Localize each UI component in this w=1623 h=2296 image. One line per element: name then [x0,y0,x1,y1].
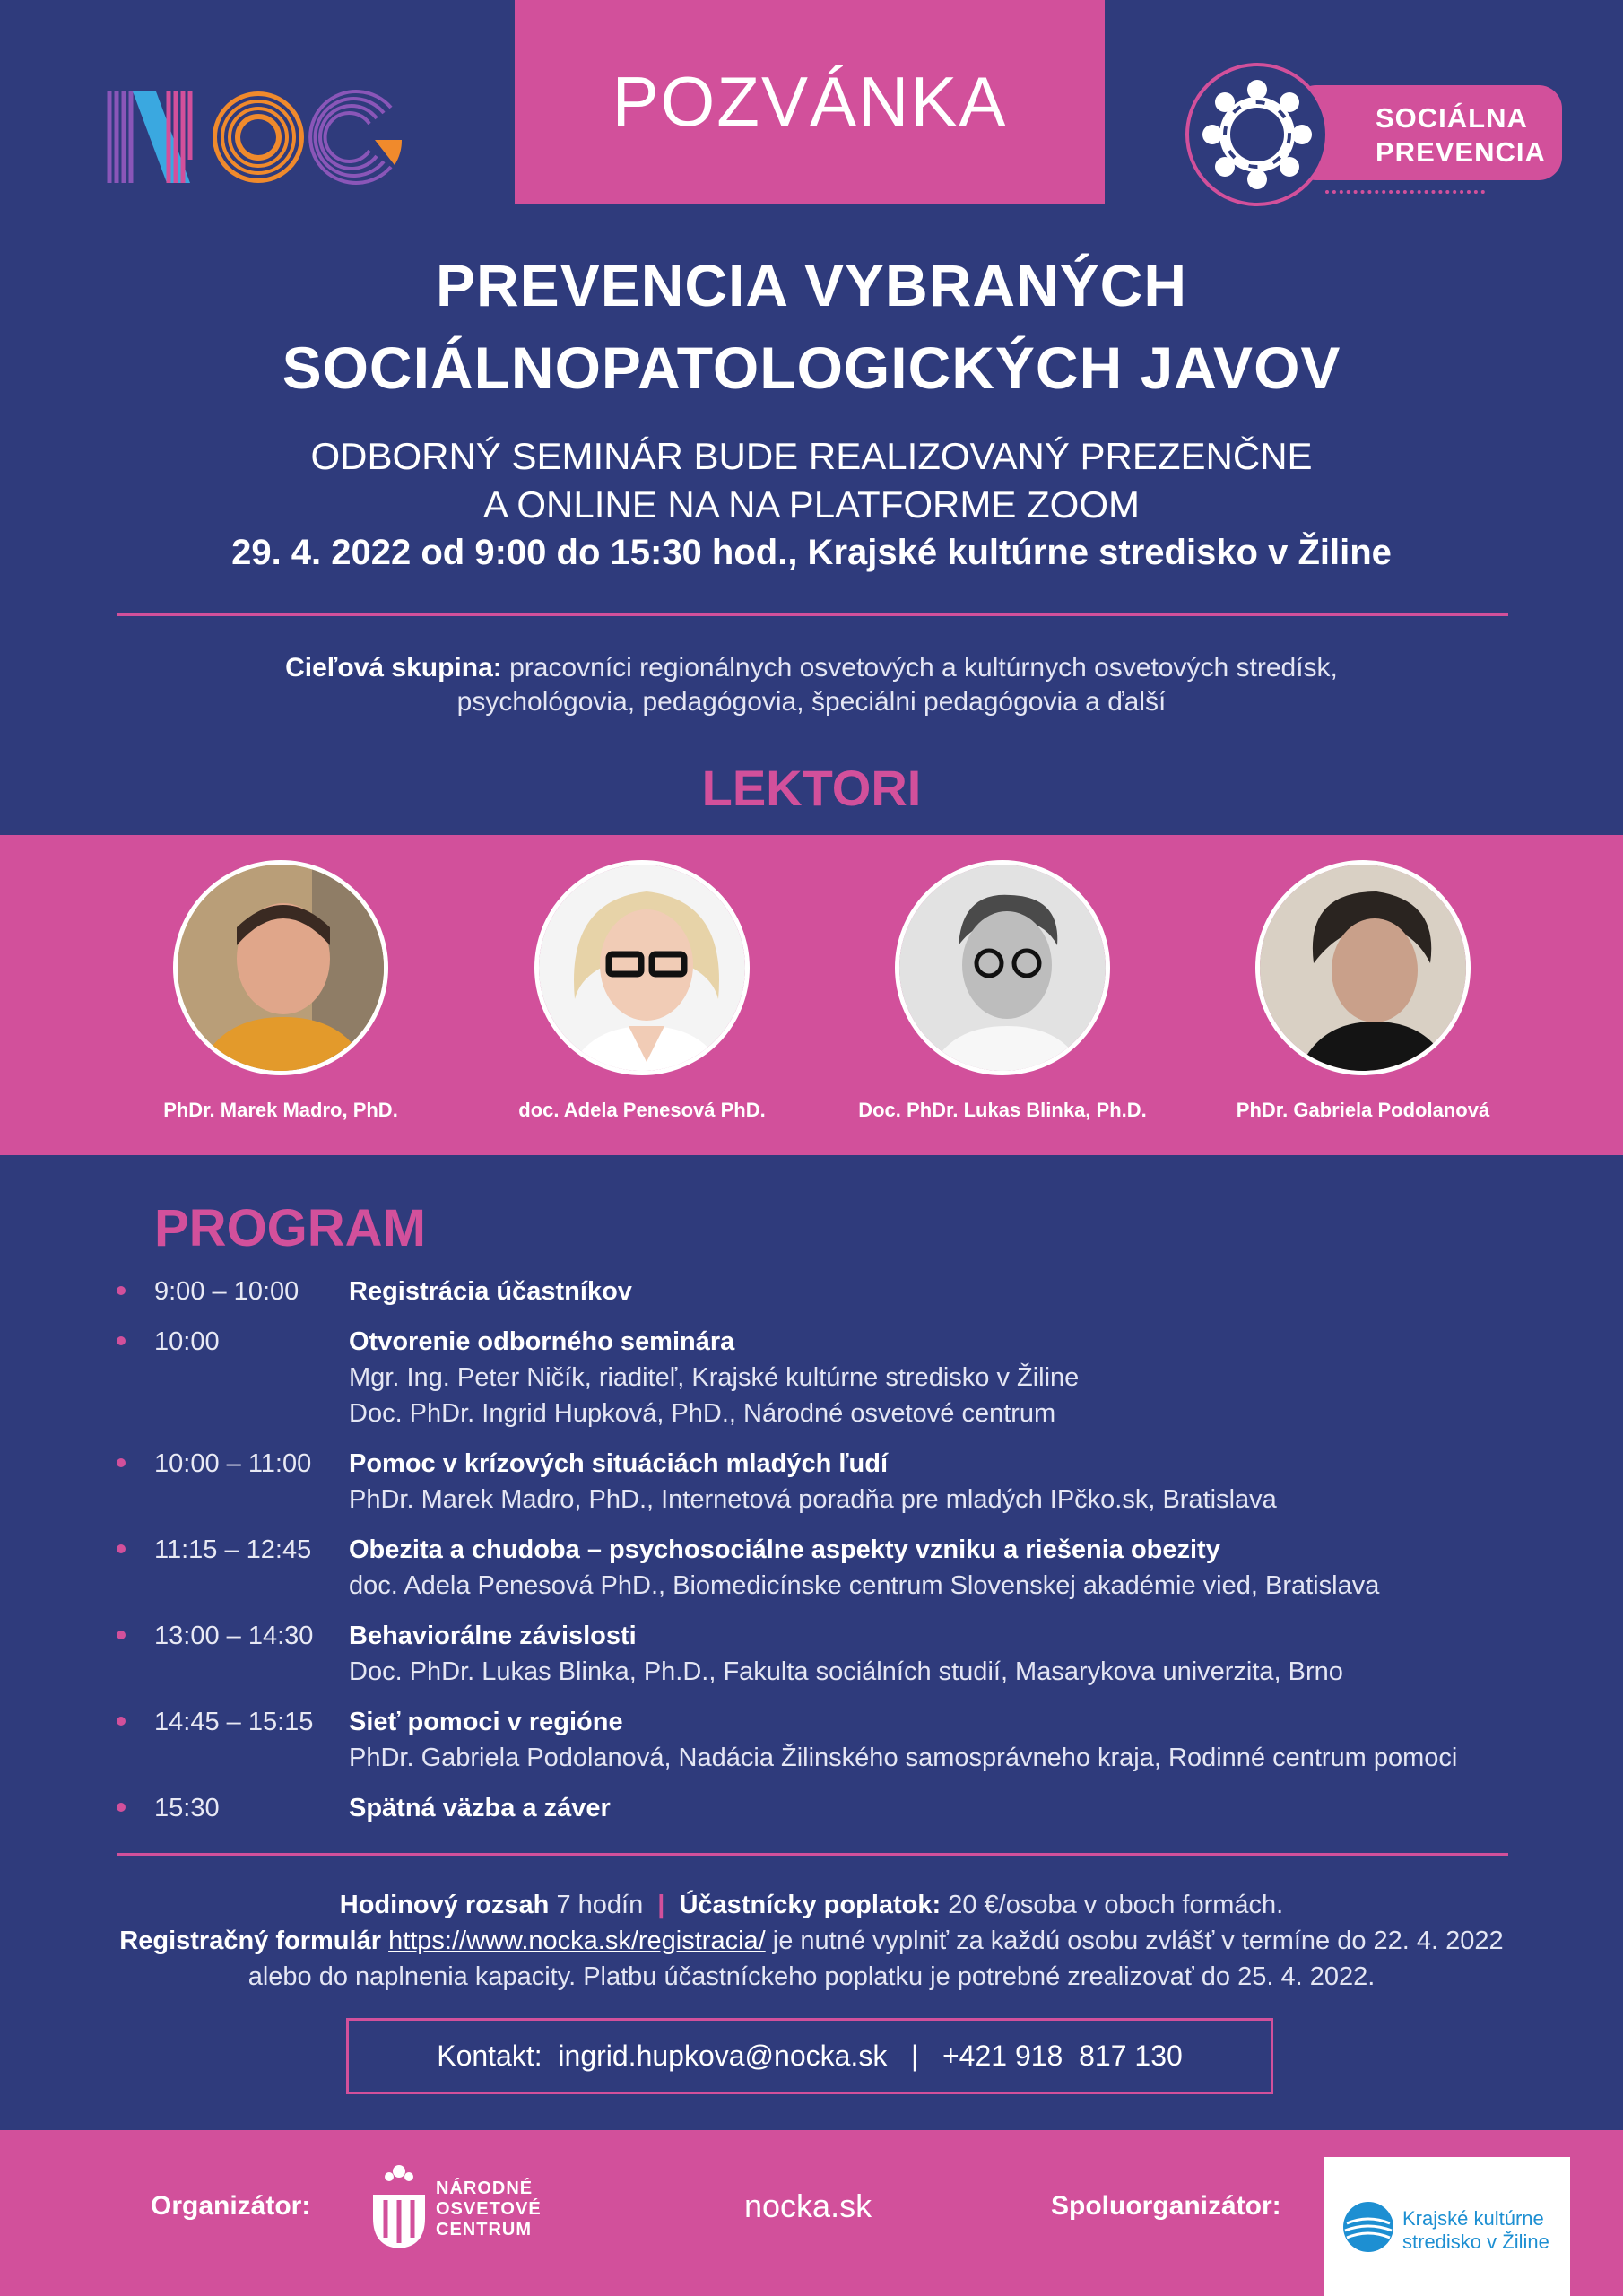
bullet-icon [117,1803,126,1812]
lecturer-card [101,860,460,1122]
program-item [108,1324,1560,1431]
noc-emblem-icon [369,2162,429,2252]
coorganizer-line1: Krajské kultúrne [1402,2207,1544,2230]
program-title: Obezita a chudoba – psychosociálne aspekty vzniku a riešenia obezity [349,1535,1220,1564]
target-group-text2: psychológovia, pedagógovia, špeciálni pedagógovia a ďalší [456,687,1167,717]
program-detail: Mgr. Ing. Peter Ničík, riaditeľ, Krajské kultúrne stredisko v Žiline [349,1363,1080,1392]
socialna-prevencia-logo [1185,63,1562,206]
dotted-underline [1325,190,1485,194]
program-detail: doc. Adela Penesová PhD., Biomedicínske centrum Slovenskej akadémie vied, Bratislava [349,1571,1380,1600]
organizer-logo-line2: OSVETOVÉ [436,2199,542,2219]
program-title: Sieť pomoci v regióne [349,1708,623,1736]
lecturer-photo [173,860,388,1075]
bullet-icon [117,1631,126,1639]
program-time: 11:15 – 12:45 [154,1535,312,1564]
lecturer-photo [534,860,750,1075]
program-time: 10:00 – 11:00 [154,1449,312,1478]
hours-label: Hodinový rozsah [339,1891,550,1919]
kks-emblem-icon [1341,2200,1395,2254]
program-item [108,1704,1560,1776]
organizer-logo-line1: NÁRODNÉ [436,2179,534,2198]
organizer-logo-line3: CENTRUM [436,2220,532,2239]
program-title: Registrácia účastníkov [349,1277,632,1306]
lecturer-card [823,860,1182,1122]
program-detail: PhDr. Marek Madro, PhD., Internetová poradňa pre mladých IPčko.sk, Bratislava [349,1485,1277,1514]
contact-box [346,2018,1273,2094]
event-date-location: 29. 4. 2022 od 9:00 do 15:30 hod., Krajské kultúrne stredisko v Žiline [231,533,1392,572]
target-group-label: Cieľová skupina: [285,653,502,683]
event-subtitle-line1: ODBORNÝ SEMINÁR BUDE REALIZOVANÝ PREZENČNE [310,435,1313,477]
footer [0,2130,1623,2296]
coorganizer-line2: stredisko v Žiline [1402,2231,1549,2253]
event-title-line2: SOCIÁLNOPATOLOGICKÝCH JAVOV [282,335,1341,401]
lecturers-band [0,835,1623,1155]
program-time: 9:00 – 10:00 [154,1277,299,1306]
noc-logo-o [213,91,304,183]
program-time: 13:00 – 14:30 [154,1622,314,1650]
program-item [108,1532,1560,1604]
event-subtitle [0,432,1623,529]
people-circle-icon [1185,63,1329,206]
divider [117,1853,1508,1856]
lecturer-name: PhDr. Gabriela Podolanová [1236,1099,1490,1121]
hours-value: 7 hodín [549,1891,644,1919]
program-item [108,1274,1560,1309]
partner-logo-line2: PREVENCIA [1376,136,1546,168]
registration-label: Registračný formulár [119,1926,381,1955]
program-list [108,1274,1560,1840]
bullet-icon [117,1717,126,1726]
registration-text: je nutné vyplniť za každú osobu zvlášť v termíne do 22. 4. 2022 [765,1926,1504,1955]
program-time: 15:30 [154,1794,220,1822]
invitation-heading: POZVÁNKA [515,0,1105,204]
event-title [0,244,1623,409]
lecturer-card [1184,860,1542,1122]
bullet-icon [117,1336,126,1345]
program-time: 10:00 [154,1327,220,1356]
bullet-icon [117,1458,126,1467]
noc-logo-c [310,91,402,183]
registration-text2: alebo do naplnenia kapacity. Platbu účastníckeho poplatku je potrebné zrealizovať do 25. 4. 2022. [247,1962,1376,1991]
registration-link[interactable]: https://www.nocka.sk/registracia/ [388,1926,766,1955]
target-group [0,651,1623,719]
program-item [108,1790,1560,1826]
event-info [0,1887,1623,1995]
lecturers-heading: LEKTORI [701,760,922,816]
program-time: 14:45 – 15:15 [154,1708,314,1736]
lecturer-name: Doc. PhDr. Lukas Blinka, Ph.D. [858,1099,1147,1121]
program-title: Pomoc v krízových situáciách mladých ľudí [349,1449,889,1478]
bullet-icon [117,1286,126,1295]
program-detail: Doc. PhDr. Ingrid Hupková, PhD., Národné osvetové centrum [349,1399,1056,1428]
divider [117,613,1508,616]
info-separator: | [657,1891,665,1919]
program-heading: PROGRAM [154,1199,426,1257]
program-title: Behaviorálne závislosti [349,1622,637,1650]
event-subtitle-line2: A ONLINE NA NA PLATFORME ZOOM [482,483,1141,526]
organizer-label: Organizátor: [151,2191,311,2221]
contact-text: Kontakt: ingrid.hupkova@nocka.sk | +421 918 817 130 [437,2039,1183,2072]
partner-logo-line1: SOCIÁLNA [1376,102,1528,134]
lecturer-name: PhDr. Marek Madro, PhD. [163,1099,398,1121]
lecturer-card [463,860,821,1122]
program-detail: Doc. PhDr. Lukas Blinka, Ph.D., Fakulta sociálních studií, Masarykova univerzita, Brno [349,1657,1343,1686]
kks-zilina-logo [1324,2157,1570,2296]
coorganizer-label: Spoluorganizátor: [1051,2191,1281,2221]
lecturer-photo [1255,860,1471,1075]
noc-logo [106,88,404,187]
event-title-line1: PREVENCIA VYBRANÝCH [435,252,1187,318]
socialna-prevencia-pill [1293,85,1562,180]
target-group-text1: pracovníci regionálnych osvetových a kultúrnych osvetových stredísk, [501,653,1338,683]
program-item [108,1446,1560,1518]
lecturer-photo [895,860,1110,1075]
program-title: Spätná väzba a záver [349,1794,611,1822]
fee-label: Účastnícky poplatok: [679,1891,942,1919]
fee-value: 20 €/osoba v oboch formách. [941,1891,1284,1919]
narodne-osvetove-centrum-logo [369,2162,549,2261]
website-link[interactable]: nocka.sk [744,2187,872,2224]
lecturer-name: doc. Adela Penesová PhD. [518,1099,766,1121]
bullet-icon [117,1544,126,1553]
noc-logo-n [109,91,190,183]
program-detail: PhDr. Gabriela Podolanová, Nadácia Žilinského samosprávneho kraja, Rodinné centrum pomoci [349,1744,1458,1772]
program-title: Otvorenie odborného seminára [349,1327,735,1356]
program-item [108,1618,1560,1690]
